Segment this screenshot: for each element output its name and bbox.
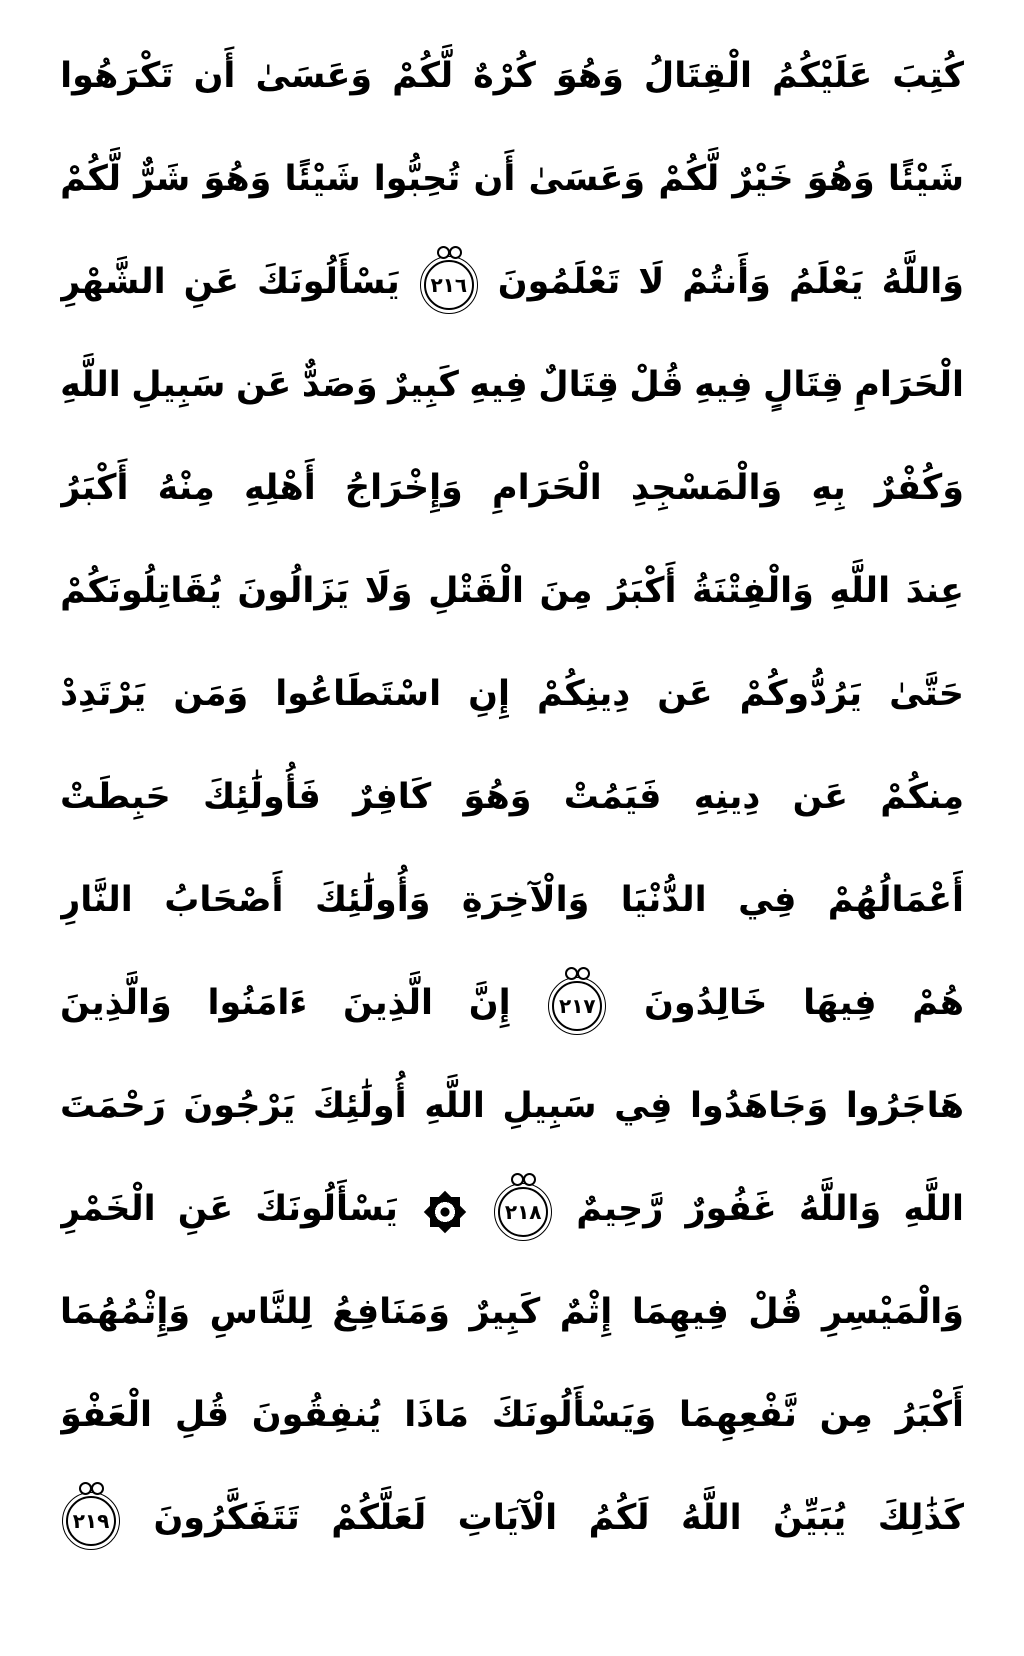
ayah-end-marker [66,1496,116,1546]
word: وَأَنتُمْ [682,262,771,302]
word: حَبِطَتْ [60,777,171,817]
mushaf-line [60,442,964,545]
word: بِهِ [811,468,846,508]
mushaf-line [60,1472,964,1575]
word: أَن [473,159,516,199]
word: دِينِكُمْ [536,674,631,714]
word: تَعْلَمُونَ [497,262,621,302]
word: فِي [614,1086,673,1126]
word: عِندَ [905,571,964,611]
ayah-number: ٢١٦ [430,272,468,297]
word: وَاللَّهُ [881,262,964,302]
word: يَرُدُّوكُمْ [739,674,863,714]
word: يَرْجُونَ [183,1086,296,1126]
word: حَتَّىٰ [889,674,964,714]
word: لَّكُمْ [60,159,122,199]
word: اللَّهِ [829,571,891,611]
word: أَكْبَرُ [895,1395,964,1435]
word: الْحَرَامِ [491,468,602,508]
word: الْقِتَالُ [643,56,752,96]
word: كَذَٰلِكَ [877,1498,964,1538]
word: هَاجَرُوا [845,1086,964,1126]
mushaf-line [60,1163,964,1266]
word: عَن [657,674,713,714]
word: وَاللَّهُ [798,1189,882,1229]
mushaf-line [60,133,964,236]
word: قُلِ [174,1395,229,1435]
mushaf-line [60,236,964,339]
word: وَجَاهَدُوا [689,1086,829,1126]
word: وَإِثْمُهُمَا [60,1292,191,1332]
word: رَّحِيمٌ [576,1189,664,1229]
ayah-end-marker [424,260,474,310]
mushaf-line [60,545,964,648]
word: شَرٌّ [134,159,191,199]
word: ءَامَنُوا [207,983,308,1023]
mushaf-line [60,1266,964,1369]
word: لَعَلَّكُمْ [331,1498,427,1538]
mushaf-line [60,854,964,957]
word: وَإِخْرَاجُ [344,468,463,508]
word: الْعَفْوَ [60,1395,153,1435]
word: وَهُوَ [555,56,624,96]
word: أَكْبَرُ [608,571,677,611]
word: لَا [638,262,665,302]
word: يَعْلَمُ [788,262,864,302]
word: اللَّهُ [680,1498,742,1538]
word: عَن [792,777,848,817]
word: وَمَنَافِعُ [332,1292,450,1332]
word: يُنفِقُونَ [251,1395,382,1435]
word: لَكُمُ [588,1498,650,1538]
word: وَهُوَ [806,159,875,199]
word: يَسْأَلُونَكَ [255,1189,398,1229]
word: الشَّهْرِ [60,262,166,302]
word: وَمَن [173,674,249,714]
word: وَالْفِتْنَةُ [692,571,814,611]
word: كَبِيرٌ [388,365,459,405]
word: شَيْئًا [887,159,964,199]
word: إِثْمٌ [559,1292,613,1332]
word: اللَّهِ [424,1086,485,1126]
word: قُلْ [748,1292,803,1332]
word: أَن [193,56,236,96]
word: تَكْرَهُوا [60,56,174,96]
word: تُحِبُّوا [373,159,461,199]
word: وَالْآخِرَةِ [461,880,590,920]
word: وَالْمَسْجِدِ [630,468,783,508]
word: وَيَسْأَلُونَكَ [491,1395,657,1435]
word: قِتَالٍ [763,365,844,405]
word: الْقَتْلِ [428,571,524,611]
word: مِن [819,1395,873,1435]
word: الدُّنْيَا [620,880,707,920]
word: أَعْمَالُهُمْ [827,880,964,920]
word: وَصَدٌّ [301,365,378,405]
mushaf-line [60,957,964,1060]
word: اللَّهِ [903,1189,964,1229]
word: وَالَّذِينَ [60,983,172,1023]
rub-el-hizb-icon [424,1191,466,1233]
word: مِنْهُ [157,468,215,508]
word: يَرْتَدِدْ [60,674,147,714]
word: كَبِيرٌ [469,1292,541,1332]
mushaf-line [60,1369,964,1472]
word: عَنِ [183,262,240,302]
word: خَيْرٌ [732,159,794,199]
word: سَبِيلِ [131,365,226,405]
word: أَهْلِهِ [243,468,316,508]
word: شَيْئًا [284,159,361,199]
word: وَلَا [364,571,413,611]
word: رَحْمَتَ [60,1086,166,1126]
word: يُقَاتِلُونَكُمْ [60,571,222,611]
word: لَّكُمْ [392,56,454,96]
word: نَّفْعِهِمَا [679,1395,797,1435]
word: لَّكُمْ [658,159,720,199]
mushaf-line [60,648,964,751]
word: فِيهَا [803,983,877,1023]
word: عَنِ [177,1189,234,1229]
word: إِنِ [468,674,510,714]
word: الْحَرَامِ [854,365,964,405]
word: قِتَالٌ [538,365,619,405]
word: وَعَسَىٰ [255,56,373,96]
ayah-number: ٢١٨ [504,1199,542,1224]
word: الَّذِينَ [343,983,433,1023]
word: وَأُولَٰئِكَ [314,880,431,920]
word: مَاذَا [404,1395,469,1435]
word: فِيهِمَا [631,1292,729,1332]
word: هُمْ [912,983,964,1023]
word: وَالْمَيْسِرِ [821,1292,964,1332]
ayah-end-marker [498,1187,548,1237]
word: اللَّهِ [60,365,121,405]
word: عَن [235,365,292,405]
word: أُولَٰئِكَ [312,1086,407,1126]
mushaf-line [60,1060,964,1163]
ayah-number: ٢١٧ [559,993,596,1018]
word: تَتَفَكَّرُونَ [153,1498,300,1538]
word: وَعَسَىٰ [528,159,646,199]
word: يَسْأَلُونَكَ [257,262,400,302]
word: كُرْهٌ [473,56,536,96]
word: خَالِدُونَ [644,983,768,1023]
word: إِنَّ [468,983,511,1023]
mushaf-line [60,30,964,133]
word: دِينِهِ [693,777,761,817]
mushaf-line [60,751,964,854]
word: قُلْ [629,365,684,405]
mushaf-line [60,339,964,442]
word: مِنكُمْ [880,777,964,817]
word: أَصْحَابُ [164,880,284,920]
word: كُتِبَ [892,56,964,96]
word: مِنَ [539,571,593,611]
word: أَكْبَرُ [60,468,129,508]
ayah-number: ٢١٩ [72,1508,110,1533]
word: فَأُولَٰئِكَ [202,777,321,817]
word: الْخَمْرِ [60,1189,156,1229]
word: وَهُوَ [463,777,532,817]
ayah-end-marker [552,981,602,1031]
word: كَافِرٌ [353,777,432,817]
mushaf-text-block [60,30,964,1575]
word: فِيهِ [694,365,753,405]
word: عَلَيْكُمُ [772,56,873,96]
word: فِيهِ [469,365,528,405]
word: الْآيَاتِ [457,1498,558,1538]
word: غَفُورٌ [685,1189,777,1229]
word: وَهُوَ [203,159,272,199]
word: اسْتَطَاعُوا [275,674,442,714]
word: النَّارِ [60,880,133,920]
word: لِلنَّاسِ [209,1292,313,1332]
word: يَزَالُونَ [237,571,350,611]
word: وَكُفْرٌ [874,468,964,508]
word: فَيَمُتْ [563,777,662,817]
word: فِي [738,880,797,920]
word: سَبِيلِ [502,1086,597,1126]
word: يُبَيِّنُ [773,1498,847,1538]
